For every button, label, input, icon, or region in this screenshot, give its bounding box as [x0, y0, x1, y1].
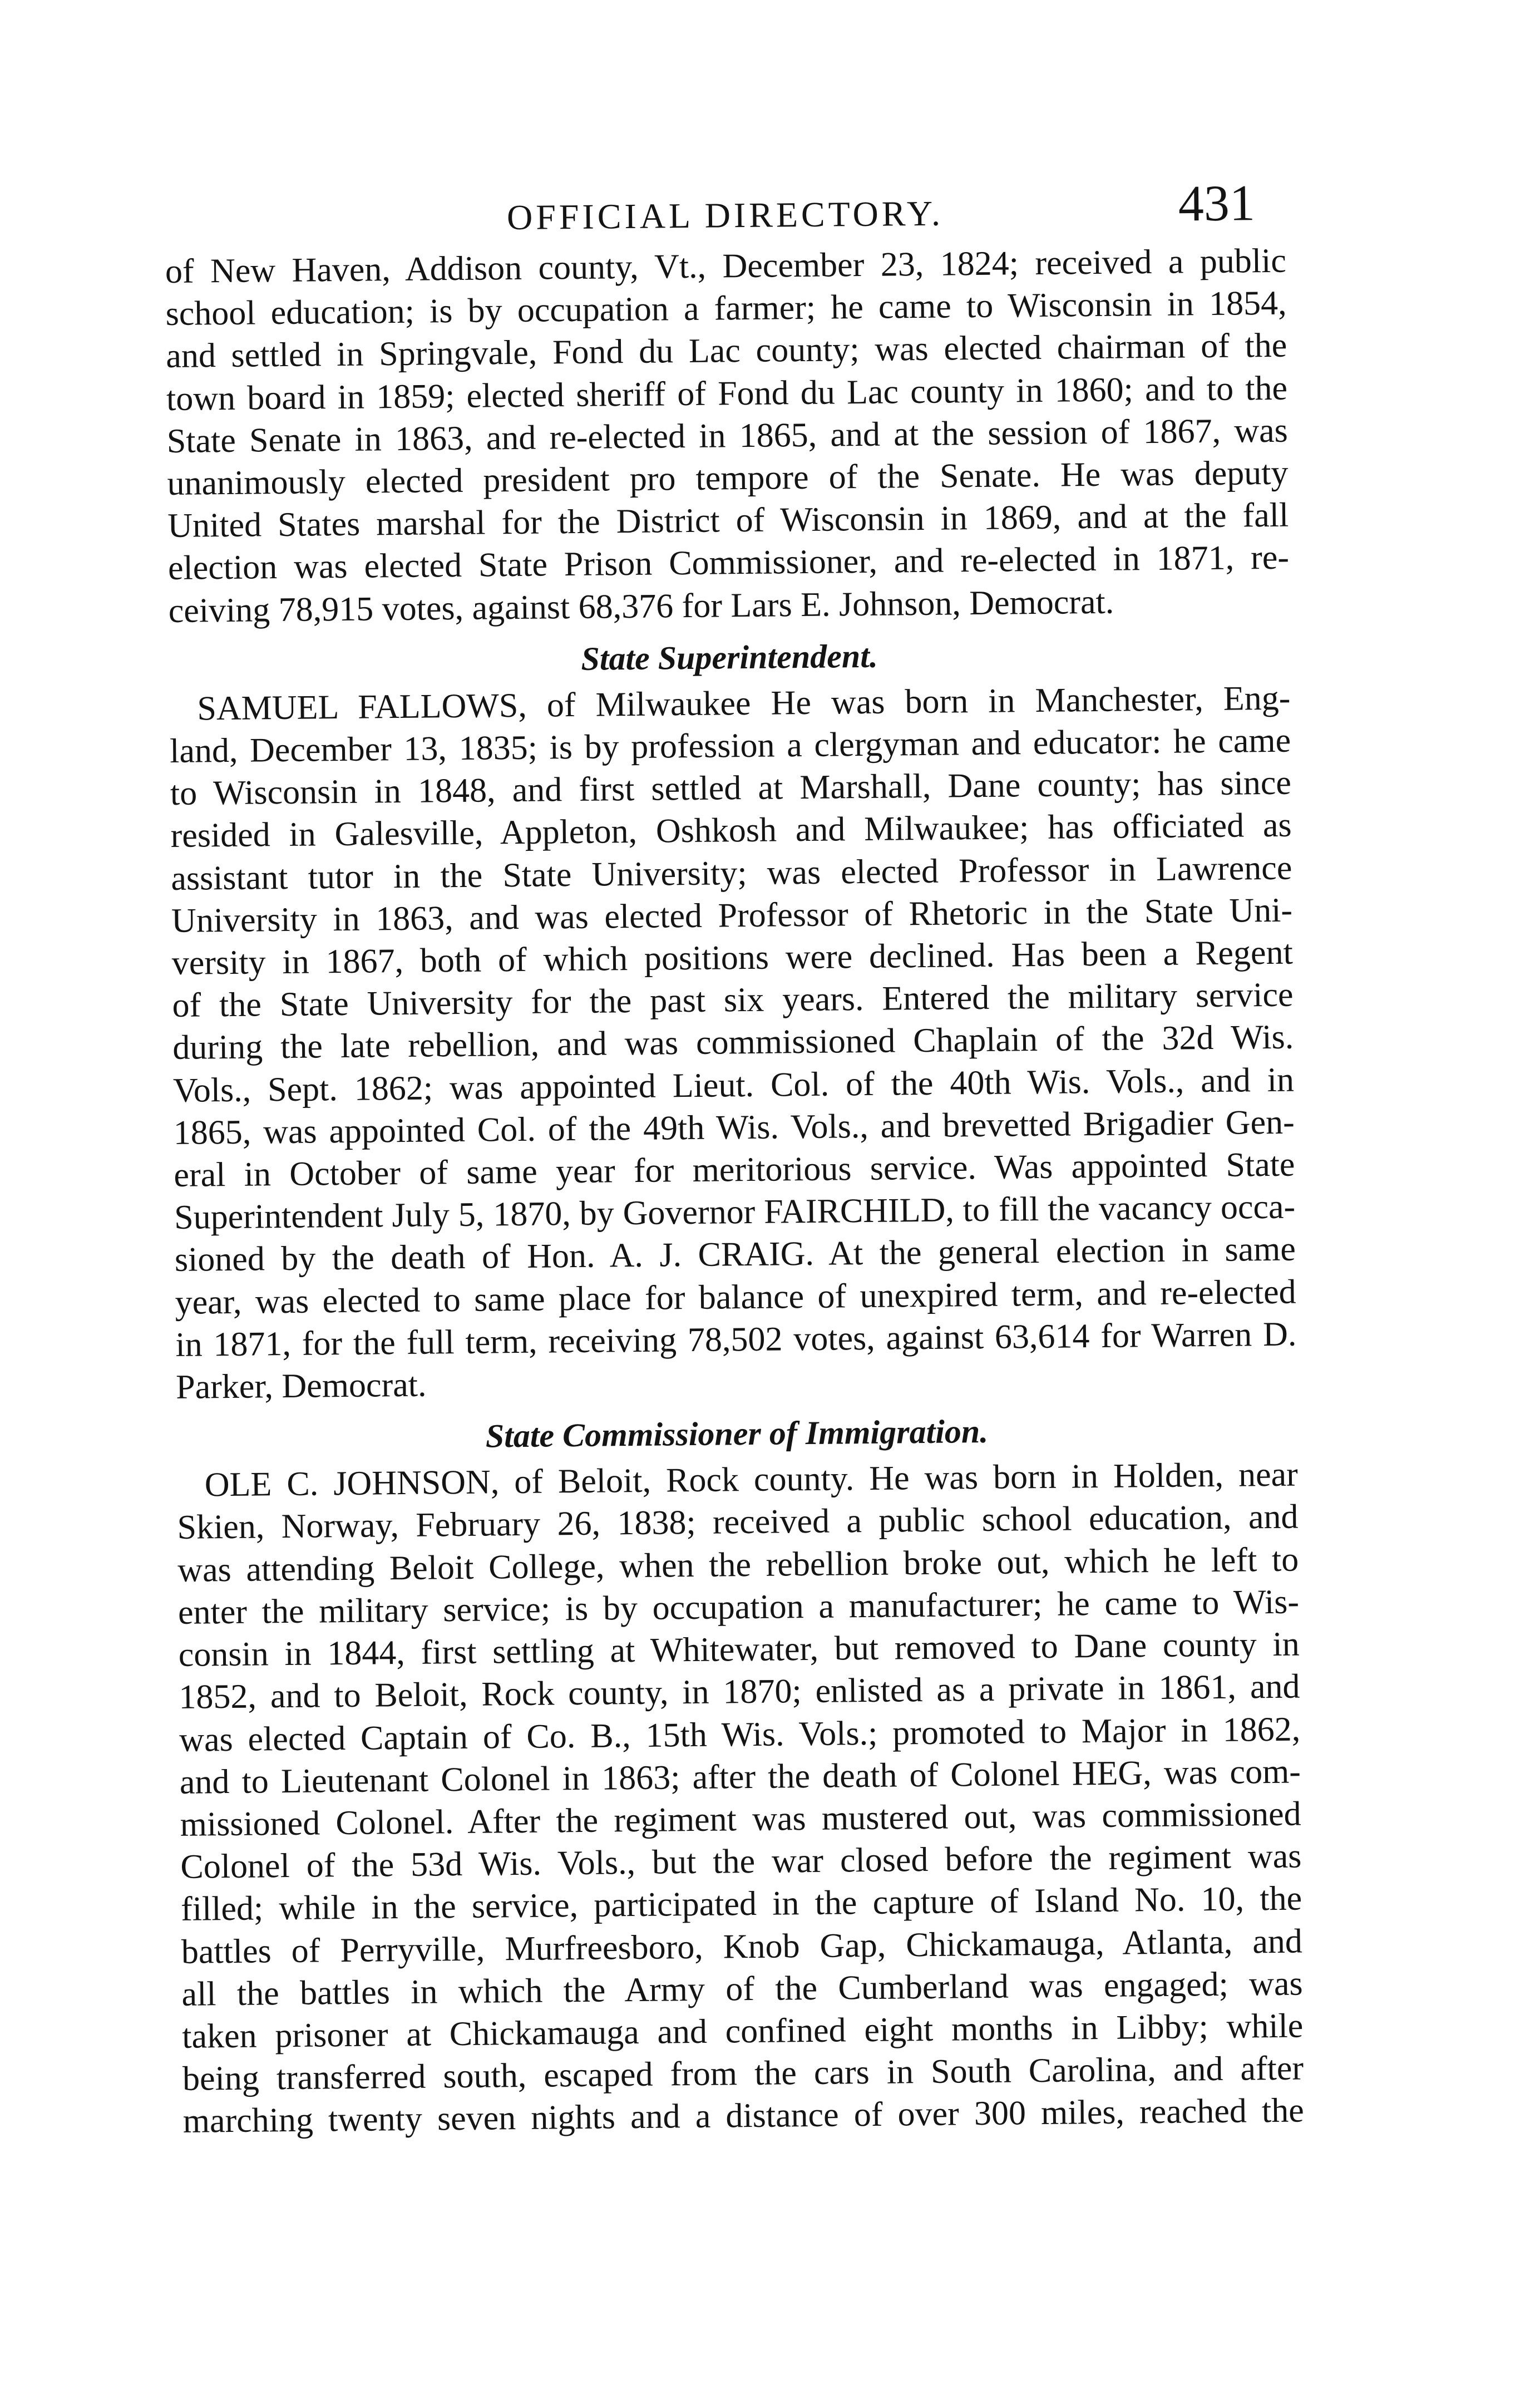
paragraph-continued-biography: [165, 240, 1290, 632]
text-line: OLE C. JOHNSON, of Beloit, Rock county. He was born in Holden, near: [204, 1455, 1299, 1504]
section-heading-commissioner-of-immigration: State Commissioner of Immigration.: [485, 1413, 989, 1455]
text-line: sioned by the death of Hon. A. J. CRAIG. At the general election in same: [174, 1230, 1296, 1279]
text-line: year, was elected to same place for balance of unexpired term, and re-elected: [175, 1273, 1296, 1322]
text-line: of the State University for the past six years. Entered the military service: [172, 976, 1294, 1025]
paragraph-ole-c-johnson: [176, 1454, 1304, 2143]
text-line: marching twenty seven nights and a distance of over 300 miles, reached the: [182, 2091, 1305, 2141]
paragraph-samuel-fallows: [169, 677, 1297, 1408]
text-line: Colonel of the 53d Wis. Vols., but the war closed before the regiment was: [180, 1837, 1302, 1886]
book-page: [164, 151, 1304, 2143]
text-line: filled; while in the service, participated in the capture of Island No. 10, the: [180, 1879, 1302, 1929]
text-line: and settled in Springvale, Fond du Lac county; was elected chairman of the: [166, 327, 1287, 376]
text-line: Vols., Sept. 1862; was appointed Lieut. Col. of the 40th Wis. Vols., and in: [172, 1061, 1295, 1110]
text-line: Skien, Norway, February 26, 1838; received a public school education, and: [177, 1498, 1299, 1547]
text-line: 1852, and to Beloit, Rock county, in 1870; enlisted as a private in 1861, and: [179, 1667, 1300, 1717]
text-line: during the late rebellion, and was commissioned Chaplain of the 32d Wis.: [172, 1018, 1294, 1067]
page-number: 431: [1178, 174, 1256, 232]
text-line: in 1871, for the full term, receiving 78,502 votes, against 63,614 for Warren D.: [175, 1315, 1297, 1364]
text-line: battles of Perryville, Murfreesboro, Knob Gap, Chickamauga, Atlanta, and: [181, 1922, 1303, 1971]
text-line: ceiving 78,915 votes, against 68,376 for Lars E. Johnson, Democrat.: [168, 583, 1114, 630]
text-line: assistant tutor in the State University; was elected Professor in Lawrence: [171, 849, 1292, 898]
text-line: taken prisoner at Chickamauga and confined eight months in Libby; while: [182, 2007, 1304, 2056]
text-line: University in 1863, and was elected Professor of Rhetoric in the State Uni-: [171, 891, 1293, 940]
text-line: United States marshal for the District of Wisconsin in 1869, and at the fall: [167, 496, 1289, 545]
text-line: unanimously elected president pro tempore of the Senate. He was deputy: [167, 454, 1289, 503]
text-line: all the battles in which the Army of the Cumberland was engaged; was: [181, 1964, 1303, 2013]
page-header: [164, 151, 1286, 250]
text-line: of New Haven, Addison county, Vt., December 23, 1824; received a public: [165, 242, 1287, 290]
text-line: SAMUEL FALLOWS, of Milwaukee He was born in Manchester, Eng-: [197, 679, 1291, 728]
text-line: land, December 13, 1835; is by profession a clergyman and educator: he came: [169, 721, 1291, 770]
text-line: eral in October of same year for meritorious service. Was appointed State: [174, 1145, 1295, 1194]
text-line: being transferred south, escaped from the cars in South Carolina, and after: [182, 2049, 1304, 2098]
text-line: school education; is by occupation a farmer; he came to Wisconsin in 1854,: [165, 284, 1287, 333]
text-line: missioned Colonel. After the regiment was mustered out, was commissioned: [180, 1795, 1301, 1844]
text-line: State Senate in 1863, and re-elected in 1865, and at the session of 1867, was: [166, 411, 1289, 460]
text-line: was attending Beloit College, when the rebellion broke out, which he left to: [177, 1540, 1299, 1589]
text-line: Parker, Democrat.: [175, 1366, 427, 1406]
text-line: versity in 1867, both of which positions were declined. Has been a Regent: [171, 933, 1294, 982]
text-line: Superintendent July 5, 1870, by Governor FAIRCHILD, to fill the vacancy occa-: [174, 1188, 1296, 1237]
text-line: resided in Galesville, Appleton, Oshkosh and Milwaukee; has officiated as: [170, 806, 1292, 855]
text-line: 1865, was appointed Col. of the 49th Wis. Vols., and brevetted Brigadier Gen-: [173, 1103, 1295, 1152]
text-line: was elected Captain of Co. B., 15th Wis. Vols.; promoted to Major in 1862,: [179, 1710, 1301, 1759]
text-line: election was elected State Prison Commissioner, and re-elected in 1871, re-: [167, 539, 1290, 588]
text-line: and to Lieutenant Colonel in 1863; after the death of Colonel HEG, was com-: [179, 1752, 1301, 1801]
running-head: OFFICIAL DIRECTORY.: [506, 193, 944, 238]
text-line: enter the military service; is by occupation a manufacturer; he came to Wis-: [177, 1583, 1300, 1632]
text-line: to Wisconsin in 1848, and first settled at Marshall, Dane county; has since: [170, 763, 1292, 813]
text-line: consin in 1844, first settling at Whitewater, but removed to Dane county in: [178, 1625, 1300, 1674]
text-line: town board in 1859; elected sheriff of Fond du Lac county in 1860; and to the: [166, 369, 1288, 418]
section-heading-state-superintendent: State Superintendent.: [581, 637, 878, 677]
